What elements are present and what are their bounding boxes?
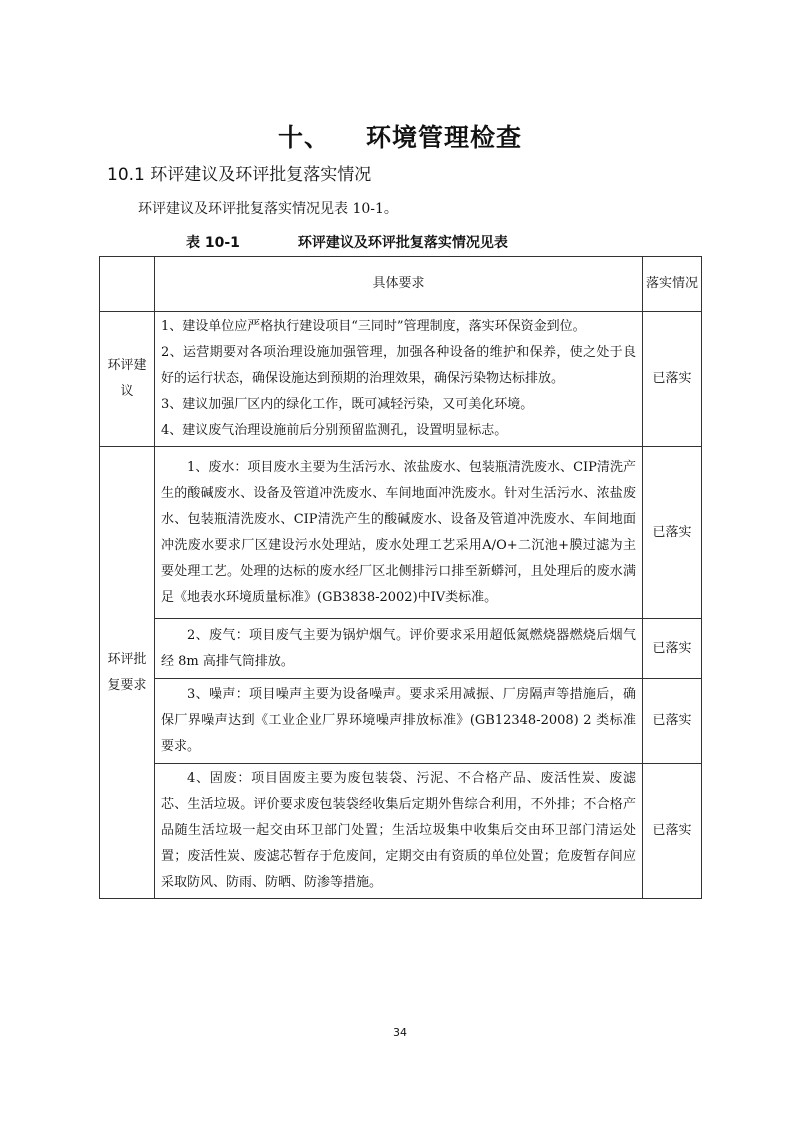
suggestion-item: 4、建议废气治理设施前后分别预留监测孔，设置明显标志。: [161, 423, 508, 438]
suggestion-item: 1、建设单位应严格执行建设项目“三同时”管理制度，落实环保资金到位。: [161, 319, 586, 334]
approval-status-exhaust: 已落实: [643, 619, 702, 679]
compliance-table: [99, 256, 702, 899]
suggestion-item: 3、建议加强厂区内的绿化工作，既可减轻污染，又可美化环境。: [161, 397, 534, 412]
chapter-title-text: 环境管理检查: [366, 123, 523, 152]
header-requirement: 具体要求: [155, 257, 643, 312]
approval-text-wastewater: 1、废水：项目废水主要为生活污水、浓盐废水、包装瓶清洗废水、CIP清洗产生的酸碱废水、设备及管道冲洗废水、车间地面冲洗废水。针对生活污水、浓盐废水、包装瓶清洗废水、CIP清洗产生的酸碱废水、设备及管道冲洗废水、车间地面冲洗废水要求厂区建设污水处理站，废水处理工艺采用A/O+二沉池+膜过滤为主要处理工艺。处理的达标的废水经厂区北侧排污口排至新蟒河，且处理后的废水满足《地表水环境质量标准》(GB3838-2002)中IV类标准。: [155, 447, 643, 619]
approval-row-wastewater: [100, 447, 702, 619]
table-header-row: [100, 257, 702, 312]
intro-paragraph: 环评建议及环评批复落实情况见表 10-1。: [138, 201, 398, 217]
approval-status-wastewater: 已落实: [643, 447, 702, 619]
page-number: 34: [393, 1026, 407, 1039]
table-number: 表 10-1: [186, 235, 240, 251]
approval-text-solid-waste: 4、固废：项目固废主要为废包装袋、污泥、不合格产品、废活性炭、废滤芯、生活垃圾。评价要求废包装袋经收集后定期外售综合利用，不外排；不合格产品随生活垃圾一起交由环卫部门处置；生活垃圾集中收集后交由环卫部门清运处置；废活性炭、废滤芯暂存于危废间，定期交由有资质的单位处置；危废暂存间应采取防风、防雨、防晒、防渗等措施。: [155, 764, 643, 899]
table-caption: [186, 232, 508, 252]
approval-text-noise: 3、噪声：项目噪声主要为设备噪声。要求采用减振、厂房隔声等措施后，确保厂界噪声达到《工业企业厂界环境噪声排放标准》(GB12348-2008) 2 类标准要求。: [155, 679, 643, 764]
table-caption-title: 环评建议及环评批复落实情况见表: [297, 235, 508, 251]
approval-row-noise: [100, 679, 702, 764]
chapter-number: 十、: [277, 123, 330, 152]
approval-status-noise: 已落实: [643, 679, 702, 764]
suggestion-category: 环评建议: [100, 312, 155, 447]
section-title: 10.1 环评建议及环评批复落实情况: [107, 165, 372, 185]
approval-category: 环评批复要求: [100, 447, 155, 899]
approval-status-solid-waste: 已落实: [643, 764, 702, 899]
suggestion-list: [155, 312, 643, 447]
suggestion-item: 2、运营期要对各项治理设施加强管理，加强各种设备的维护和保养，使之处于良好的运行状态，确保设施达到预期的治理效果，确保污染物达标排放。: [161, 345, 636, 386]
suggestion-status: 已落实: [643, 312, 702, 447]
approval-row-exhaust: [100, 619, 702, 679]
approval-text-exhaust: 2、废气：项目废气主要为锅炉烟气。评价要求采用超低氮燃烧器燃烧后烟气经 8m 高排气筒排放。: [155, 619, 643, 679]
header-blank-cell: [100, 257, 155, 312]
suggestion-row: [100, 312, 702, 447]
chapter-title: [0, 118, 800, 154]
header-status: 落实情况: [643, 257, 702, 312]
approval-row-solid-waste: [100, 764, 702, 899]
